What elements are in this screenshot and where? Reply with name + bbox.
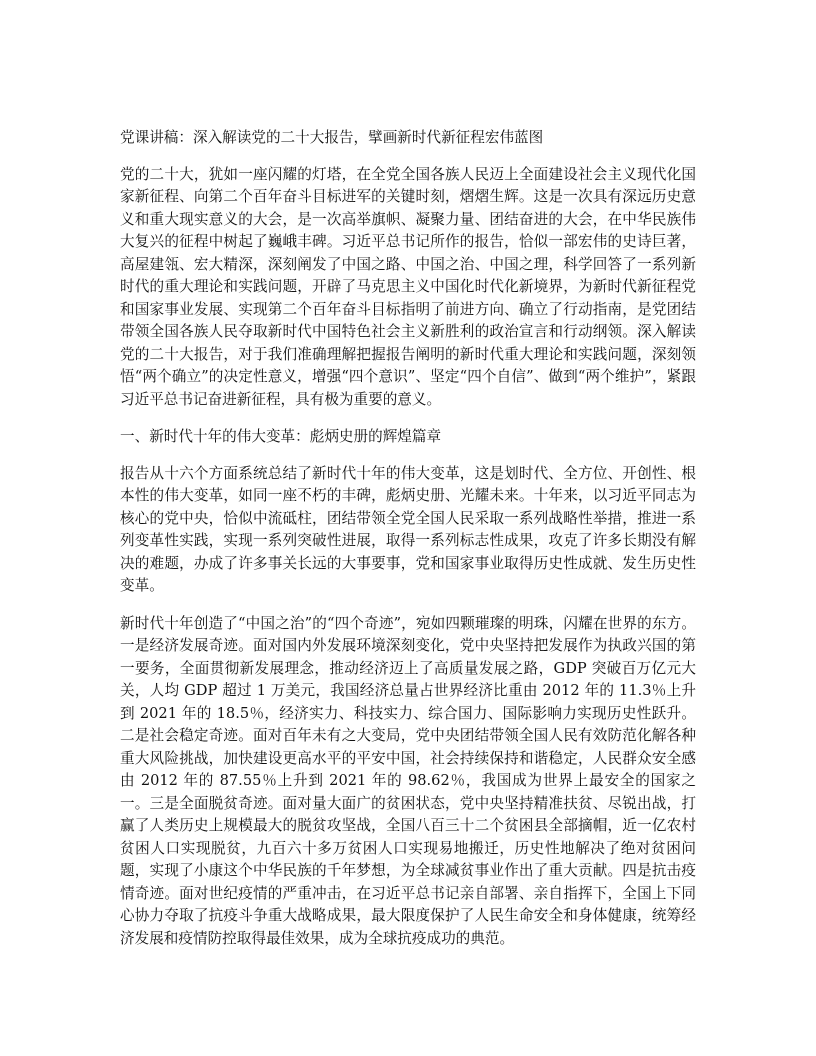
section-paragraph: 报告从十六个方面系统总结了新时代十年的伟大变革，这是划时代、全方位、开创性、根本性的伟大变革，如同一座不朽的丰碑，彪炳史册、光耀未来。十年来，以习近平同志为核心的党中央，恰似中流砥柱，团结带领全党全国人民采取一系列战略性举措，推进一系列变革性实践，实现一系列突破性进展，取得一系列标志性成果，攻克了许多长期没有解决的难题，办成了许多事关长远的大事要事，党和国家事业取得历史性成就、发生历史性变革。 xyxy=(120,464,696,594)
intro-paragraph: 党的二十大，犹如一座闪耀的灯塔，在全党全国各族人民迈上全面建设社会主义现代化国家新征程、向第二个百年奋斗目标进军的关键时刻，熠熠生辉。这是一次具有深远历史意义和重大现实意义的大会，是一次高举旗帜、凝聚力量、团结奋进的大会，在中华民族伟大复兴的征程中树起了巍峨丰碑。习近平总书记所作的报告，恰似一部宏伟的史诗巨著，高屋建瓴、宏大精深，深刻阐发了中国之路、中国之治、中国之理，科学回答了一系列新时代的重大理论和实践问题，开辟了马克思主义中国化时代化新境界，为新时代新征程党和国家事业发展、实现第二个百年奋斗目标指明了前进方向、确立了行动指南，是党团结带领全国各族人民夺取新时代中国特色社会主义新胜利的政治宣言和行动纲领。深入解读党的二十大报告，对于我们准确理解把握报告阐明的新时代重大理论和实践问题，深刻领悟“两个确立”的决定性意义，增强“四个意识”、坚定“四个自信”、做到“两个维护”，紧跟习近平总书记奋进新征程，具有极为重要的意义。 xyxy=(120,165,696,408)
section-paragraph: 新时代十年创造了“中国之治”的“四个奇迹”，宛如四颗璀璨的明珠，闪耀在世界的东方。一是经济发展奇迹。面对国内外发展环境深刻变化，党中央坚持把发展作为执政兴国的第一要务，全面贯彻新发展理念，推动经济迈上了高质量发展之路，GDP 突破百万亿元大关，人均 GDP 超过 1 万美元，我国经济总量占世界经济比重由 2012 年的 11.3％上升到 2021 年的 18.5％，经济实力、科技实力、综合国力、国际影响力实现历史性跃升。二是社会稳定奇迹。面对百年未有之大变局，党中央团结带领全国人民有效防范化解各种重大风险挑战，加快建设更高水平的平安中国，社会持续保持和谐稳定，人民群众安全感由 2012 年的 87.55％上升到 2021 年的 98.62％，我国成为世界上最安全的国家之一。三是全面脱贫奇迹。面对量大面广的贫困状态，党中央坚持精准扶贫、尽锐出战，打赢了人类历史上规模最大的脱贫攻坚战，全国八百三十二个贫困县全部摘帽，近一亿农村贫困人口实现脱贫，九百六十多万贫困人口实现易地搬迁，历史性地解决了绝对贫困问题，实现了小康这个中华民族的千年梦想，为全球减贫事业作出了重大贡献。四是抗击疫情奇迹。面对世纪疫情的严重冲击，在习近平总书记亲自部署、亲自指挥下，全国上下同心协力夺取了抗疫斗争重大战略成果，最大限度保护了人民生命安全和身体健康，统筹经济发展和疫情防控取得最佳效果，成为全球抗疫成功的典范。 xyxy=(120,614,696,947)
section-heading: 一、新时代十年的伟大变革：彪炳史册的辉煌篇章 xyxy=(120,428,442,445)
document-title: 党课讲稿：深入解读党的二十大报告，擘画新时代新征程宏伟蓝图 xyxy=(120,129,544,146)
